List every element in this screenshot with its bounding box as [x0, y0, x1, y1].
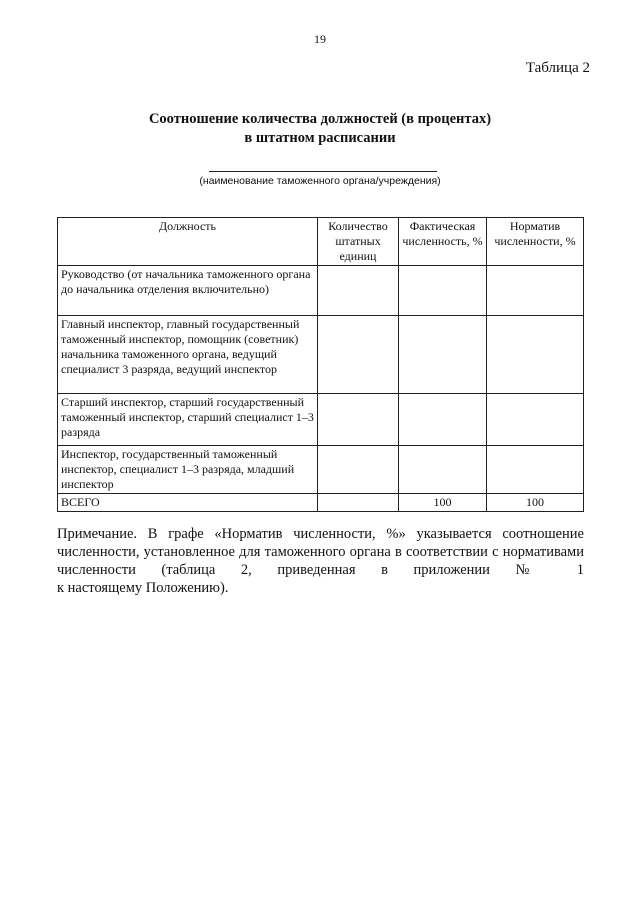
position-cell: Старший инспектор, старший государственный таможенный инспектор, старший специалист 1–3 разряда — [58, 394, 318, 446]
position-cell: Главный инспектор, главный государственный таможенный инспектор, помощник (советник) начальника таможенного органа, ведущий специалист 3 разряда, ведущий инспектор — [58, 316, 318, 394]
position-cell: Инспектор, государственный таможенный инспектор, специалист 1–3 разряда, младший инспектор — [58, 446, 318, 494]
title-line-1: Соотношение количества должностей (в процентах) — [148, 111, 492, 127]
actual-percent-cell — [399, 446, 487, 494]
table-row — [58, 494, 584, 512]
actual-percent-cell — [399, 316, 487, 394]
note-text-last-line: к настоящему Положению). — [57, 580, 229, 596]
title-line-2: в штатном расписании — [244, 130, 396, 146]
table-label: Таблица 2 — [525, 60, 590, 76]
note-paragraph — [57, 525, 584, 597]
table-header-row — [58, 218, 584, 266]
norm-percent-cell — [487, 446, 584, 494]
note-text: Примечание. В графе «Норматив численности, %» указывается соотношение численности, установленное для таможенного органа в соответствии с нормативами численности (таблица 2, приведенная в приложении № 1 — [57, 526, 584, 578]
table-row — [58, 394, 584, 446]
org-name-caption: (наименование таможенного органа/учреждения) — [199, 175, 441, 187]
positions-table — [57, 217, 584, 512]
table-row — [58, 266, 584, 316]
staff-units-cell — [318, 394, 399, 446]
header-position: Должность — [58, 218, 318, 266]
org-name-blank-line — [209, 171, 437, 172]
norm-percent-cell — [487, 316, 584, 394]
document-title — [0, 110, 640, 148]
position-cell: ВСЕГО — [58, 494, 318, 512]
header-actual-percent: Фактическая численность, % — [399, 218, 487, 266]
actual-percent-cell: 100 — [399, 494, 487, 512]
staff-units-cell — [318, 266, 399, 316]
norm-percent-cell — [487, 394, 584, 446]
position-cell: Руководство (от начальника таможенного органа до начальника отделения включительно) — [58, 266, 318, 316]
staff-units-cell — [318, 316, 399, 394]
header-staff-units: Количество штатных единиц — [318, 218, 399, 266]
actual-percent-cell — [399, 266, 487, 316]
table-row — [58, 446, 584, 494]
staff-units-cell — [318, 446, 399, 494]
table-row — [58, 316, 584, 394]
header-norm-percent: Норматив численности, % — [487, 218, 584, 266]
page-number: 19 — [314, 32, 326, 46]
norm-percent-cell — [487, 266, 584, 316]
actual-percent-cell — [399, 394, 487, 446]
norm-percent-cell: 100 — [487, 494, 584, 512]
staff-units-cell — [318, 494, 399, 512]
